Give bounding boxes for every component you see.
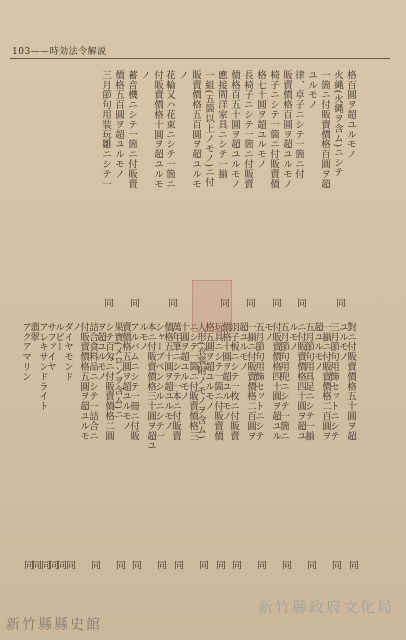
ditto-mark: 同 xyxy=(347,560,358,570)
text-column: ノ xyxy=(177,70,188,80)
text-column: 三月節句用飾セットニシテ xyxy=(328,322,339,441)
ditto-mark: 同 xyxy=(305,560,316,570)
text-column: ルモノ xyxy=(137,322,148,352)
text-column: 對ニ付販賣價格五十圓ヲ超 xyxy=(345,322,356,441)
ditto-mark: 同 xyxy=(166,298,177,308)
text-column: 付販賣價格十圓ヲ超ユルモ xyxy=(152,70,163,189)
ditto-mark: 同 xyxy=(155,560,166,570)
ditto-mark: 同 xyxy=(172,560,183,570)
text-column: アルバムニシテ一冊ニ付販 xyxy=(128,322,139,441)
ditto-mark: 同 xyxy=(230,560,241,570)
text-column: 長椅子ニシテ一箇ニ付販賣 xyxy=(242,70,253,189)
text-column: ユルモノ xyxy=(306,70,317,110)
text-column: ノ xyxy=(70,322,81,332)
header-rule xyxy=(10,58,390,59)
text-column: 一箇ニ付販賣價格百圓ヲ超 xyxy=(319,70,330,189)
text-column: アレキサンドライト xyxy=(37,322,48,412)
text-column: 萬年筆ニシテ一本ニ付販賣 xyxy=(170,322,181,441)
ditto-mark: 同 xyxy=(244,298,255,308)
text-column: 果實(メロンヲ含ム)ニ xyxy=(112,322,123,420)
ditto-mark: 同 xyxy=(218,298,229,308)
text-column: 玩具ニシテ一箇ニ付販賣價 xyxy=(212,322,223,441)
text-column: シャープペンシルニシテ一 xyxy=(153,322,164,441)
ditto-mark: 同 xyxy=(47,560,58,570)
text-column: 賣價格五圓ヲ超ユルモノ xyxy=(120,322,131,431)
text-column: 付販賣價格五圓ヲ超ユルモ xyxy=(78,322,89,441)
ditto-mark: 同 xyxy=(270,298,281,308)
text-column: 一揃ニ付販賣價格二百圓ヲ xyxy=(320,322,331,441)
running-header: 103——時効法令解説 xyxy=(12,47,107,57)
text-column: アクアマリン xyxy=(20,322,31,382)
text-column: ノ xyxy=(139,70,150,80)
ditto-mark: 同 xyxy=(30,560,41,570)
text-column: 三月節句用装玩雛ニシテ一 xyxy=(100,70,111,189)
library-stamp xyxy=(192,280,232,332)
text-column: 本ニ付販賣價格三十圓ヲ超ユ xyxy=(145,322,156,451)
text-column: 格五圓ヲ超ユルモノ xyxy=(203,322,214,412)
text-column: 付販賣價格四十圓ヲ超ユル xyxy=(270,322,281,441)
text-column: 販賣價格五百圓ヲ超ユルモ xyxy=(190,70,201,189)
ditto-mark: 同 xyxy=(128,298,139,308)
ditto-mark: 同 xyxy=(280,560,291,570)
text-column: シテ百匁ニ付販賣價格二圓 xyxy=(103,322,114,441)
text-column: 價格五十圓ヲ超ユルモノ xyxy=(162,322,173,431)
ditto-mark: 同 xyxy=(334,298,345,308)
text-column: 蓄音機ニシテ一箇ニ付販賣 xyxy=(126,70,137,189)
text-column: 十圓ヲ超ユルモノ xyxy=(178,322,189,402)
text-column: 火縄(火縄ヲ含ム)ニシテ xyxy=(332,70,343,178)
text-column: ニシテ一箇ニ付販賣價格三 xyxy=(187,322,198,441)
watermark-left: 新竹縣縣史館 xyxy=(6,617,102,633)
text-column: 花輪又ハ花束ニシテ一箇ニ xyxy=(164,70,175,189)
ditto-mark: 同 xyxy=(197,560,208,570)
text-column: 超ユルモノ xyxy=(312,322,323,372)
text-column: 五月節句用具足ニシテ一揃 xyxy=(303,322,314,441)
ditto-mark: 同 xyxy=(22,560,33,570)
text-column: 販賣價格百圓ヲ超ユルモノ xyxy=(281,70,292,189)
text-column: 翡翠 xyxy=(28,322,39,342)
ditto-mark: 同 xyxy=(114,560,125,570)
text-column: ユルモノ xyxy=(337,322,348,362)
watermark-right: 新竹縣政府文化局 xyxy=(257,598,394,616)
ditto-mark: 同 xyxy=(330,560,341,570)
text-column: モノ xyxy=(262,322,273,342)
ditto-mark: 同 xyxy=(64,560,75,570)
text-column: 人形(衣裳附ノモノヲ含ム) xyxy=(195,322,206,440)
text-column: 五月節句用飾セットニシテ xyxy=(253,322,264,441)
text-column: 應接間洋家具ニシテ一揃 xyxy=(216,70,227,179)
ditto-mark: 同 xyxy=(214,560,225,570)
text-column: 一組(五箇以上ノモノ)ニ付 xyxy=(203,70,214,188)
ditto-mark: 同 xyxy=(295,298,306,308)
text-column: 一揃ニ付販賣價格二百圓ヲ xyxy=(245,322,256,441)
text-column: ルモノ xyxy=(287,322,298,352)
text-column: ニ付販賣價格四十圓ヲ超ユ xyxy=(295,322,306,441)
text-column: 超ユルモノ xyxy=(237,322,248,372)
text-column: サファイヤ xyxy=(45,322,56,372)
text-column: 五月節句用兜ニシテ一箇ニ xyxy=(278,322,289,441)
ditto-mark: 同 xyxy=(255,560,266,570)
text-column: 價格百五十圓ヲ超ユルモノ xyxy=(229,70,240,189)
text-column: 格七十圓ヲ超ユルモノ xyxy=(255,70,266,169)
text-column: 律、卓子ニシテ一箇ニ付 xyxy=(293,70,304,179)
text-column: 價格五百圓ヲ超ユルモノ xyxy=(113,70,124,179)
text-column: ダイヤモンド xyxy=(62,322,73,382)
text-column: 椅子ニシテ一箇ニ付販賣價 xyxy=(268,70,279,189)
ditto-mark: 同 xyxy=(130,560,141,570)
text-column: 價格十圓ヲ超ユルモノ xyxy=(220,322,231,421)
text-column: 格百圓ヲ超ユルモノ xyxy=(345,70,356,160)
ditto-mark: 同 xyxy=(55,560,66,570)
ditto-mark: 同 xyxy=(39,560,50,570)
ditto-mark: 同 xyxy=(102,298,113,308)
text-column: ヲ超ユルモノ xyxy=(95,322,106,382)
text-column: 羽子板ニシテ一枚ニ付販賣 xyxy=(228,322,239,441)
ditto-mark: 同 xyxy=(89,560,100,570)
text-column: ルビー xyxy=(53,322,64,352)
text-column: 詰合食料品ニシテ一詰合ニ xyxy=(87,322,98,441)
